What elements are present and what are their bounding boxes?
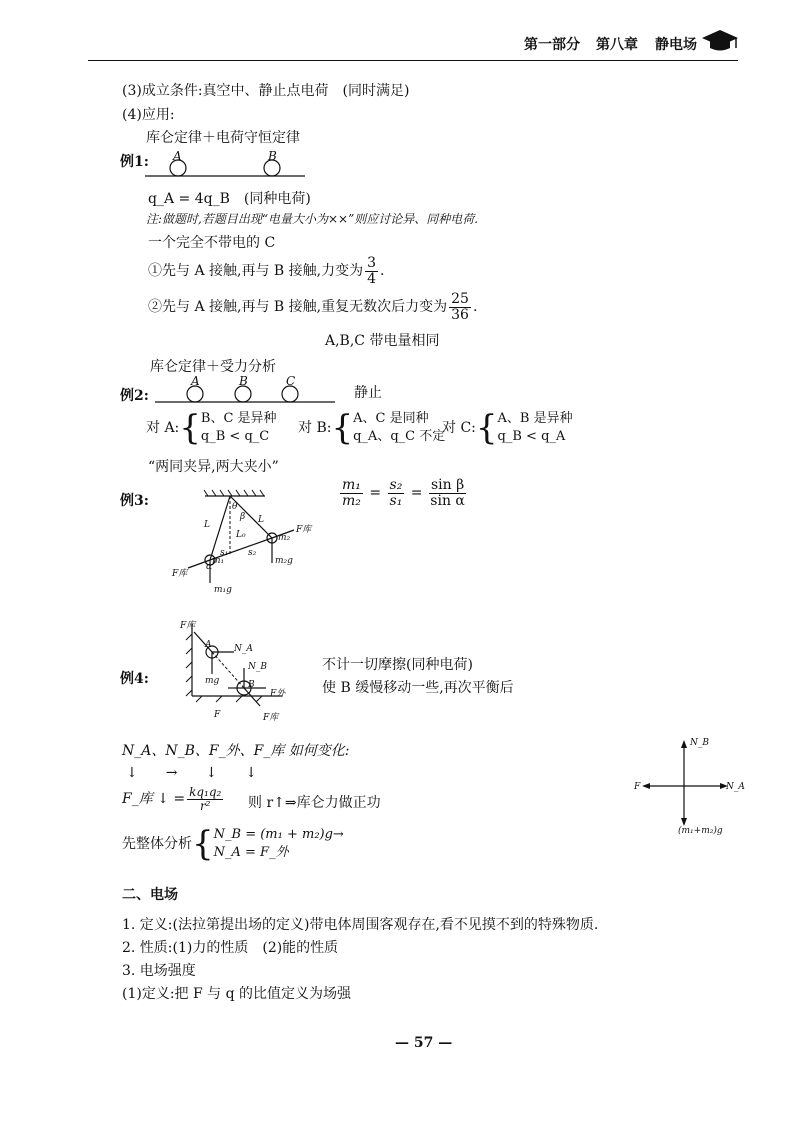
- whole-analysis: 先整体分析{N_B = (m₁ + m₂)g→ N_A = F_外: [122, 824, 344, 864]
- ex3-m1: m₁: [212, 556, 225, 566]
- example-1-neutral-c: 一个完全不带电的 C: [148, 235, 276, 251]
- coulomb-formula: [122, 786, 225, 812]
- ex3-L-left: L: [204, 520, 210, 530]
- example-1-charge-relation: q_A = 4q_B (同种电荷): [148, 191, 311, 207]
- force-axes-figure: [640, 740, 740, 840]
- for-c-line-1: A、B 是异种: [497, 411, 573, 426]
- example-2-static: 静止: [354, 385, 382, 401]
- example-1-case-1-den: 4: [367, 270, 377, 287]
- for-b-label: 对 B:: [298, 420, 332, 436]
- field-strength-line: 3. 电场强度: [122, 963, 196, 979]
- ex3-s1: s₁: [220, 548, 229, 558]
- whole-line-2: N_A = F_外: [213, 845, 289, 860]
- ex4-fku-b: F库: [263, 713, 279, 723]
- for-a-line-1: B、C 是异种: [200, 411, 277, 426]
- ex4-nb: N_B: [248, 662, 267, 672]
- ex4-mg: mg: [205, 676, 220, 686]
- ex4-f: F: [214, 710, 221, 720]
- application-line: (4)应用:: [122, 107, 175, 123]
- formula-m1: m₁: [342, 477, 361, 493]
- page-number: — 57 —: [395, 1035, 453, 1051]
- change-arrows: ↓ → ↓ ↓: [126, 765, 257, 781]
- example-1-figure: [140, 150, 310, 182]
- example-1-label: 例1:: [120, 154, 149, 170]
- example-1-ball-a: A: [173, 149, 182, 163]
- header-rule: [88, 60, 738, 61]
- fku-den: r²: [199, 798, 211, 813]
- axes-nb: N_B: [690, 738, 709, 748]
- method-coulomb-force: 库仑定律＋受力分析: [150, 359, 276, 375]
- formula-sin-alpha: sin α: [430, 492, 465, 509]
- for-a-label: 对 A:: [146, 420, 180, 436]
- formula-eq-1: =: [369, 485, 382, 502]
- ex3-L-right: L: [258, 515, 264, 525]
- field-definition-line: (1)定义:把 F 与 q 的比值定义为场强: [122, 986, 352, 1002]
- ex3-fku-left: F库: [172, 569, 188, 579]
- example-4-text-2: 使 B 缓慢移动一些,再次平衡后: [322, 680, 514, 696]
- property-line: 2. 性质:(1)力的性质 (2)能的性质: [122, 940, 339, 956]
- example-1-same-charge: A,B,C 带电量相同: [325, 333, 440, 349]
- formula-s1: s₁: [389, 492, 403, 509]
- example-1-case-2-text: ②先与 A 接触,再与 B 接触,重复无数次后力变为: [148, 299, 448, 316]
- example-2-for-b: 对 B:{A、C 是同种 q_A、q_C 不定: [298, 408, 446, 448]
- for-c-label: 对 C:: [442, 420, 476, 436]
- formula-s2: s₂: [389, 477, 403, 493]
- change-question: N_A、N_B、F_外、F_库 如何变化:: [122, 743, 350, 759]
- ex3-beta: β: [240, 512, 246, 522]
- fku-label: F_库 ↓ =: [122, 791, 186, 808]
- ex3-L0: L₀: [236, 530, 246, 540]
- example-1-case-1-num: 3: [367, 255, 377, 271]
- ex3-m2: m₂: [278, 533, 291, 543]
- formula-m2: m₂: [342, 492, 361, 509]
- example-2-ball-c: C: [286, 374, 296, 388]
- whole-line-1: N_B = (m₁ + m₂)g→: [213, 827, 344, 842]
- example-4-text-1: 不计一切摩擦(同种电荷): [322, 657, 473, 673]
- example-2-for-a: 对 A:{B、C 是异种 q_B < q_C: [146, 408, 277, 448]
- graduation-cap-icon: [700, 26, 740, 52]
- method-coulomb-conservation: 库仑定律＋电荷守恒定律: [146, 130, 300, 146]
- example-2-label: 例2:: [120, 388, 149, 404]
- example-1-case-1-text: ①先与 A 接触,再与 B 接触,力变为: [148, 263, 364, 280]
- ex4-b: B: [248, 680, 255, 690]
- ex3-fku-right: F库: [296, 525, 312, 535]
- example-1-case-2-num: 25: [451, 291, 469, 307]
- example-2-ball-a: A: [191, 374, 200, 388]
- for-b-line-1: A、C 是同种: [353, 411, 429, 426]
- formula-sin-beta: sin β: [430, 477, 465, 493]
- section-electric-field: 二、电场: [122, 887, 178, 903]
- ex3-m1g: m₁g: [214, 585, 232, 595]
- ex4-na: N_A: [234, 644, 253, 654]
- example-2-rule: “两同夹异,两大夹小”: [148, 459, 279, 475]
- ex3-alpha: α: [206, 562, 213, 572]
- definition-line: 1. 定义:(法拉第提出场的定义)带电体周围客观存在,看不见摸不到的特殊物质.: [122, 917, 599, 933]
- header-chapter: 第八章: [596, 37, 638, 53]
- example-1-case-2: ②先与 A 接触,再与 B 接触,重复无数次后力变为 $\frac{25}{36}$ .: [148, 291, 478, 323]
- axes-na: N_A: [726, 782, 745, 792]
- example-1-note: 注:做题时,若题目出现“电量大小为××”则应讨论异、同种电荷.: [146, 212, 479, 226]
- example-2-ball-b: B: [239, 374, 248, 388]
- coulomb-work: 则 r↑⇒库仑力做正功: [248, 795, 381, 811]
- for-c-line-2: q_B < q_A: [497, 429, 566, 444]
- example-4-label: 例4:: [120, 671, 149, 687]
- whole-label: 先整体分析: [122, 836, 192, 852]
- example-1-ball-b: B: [268, 149, 277, 163]
- axes-f: F: [634, 782, 641, 792]
- formula-eq-2: =: [410, 485, 423, 502]
- for-a-line-2: q_B < q_C: [200, 429, 270, 444]
- example-1-case-1: ①先与 A 接触,再与 B 接触,力变为 $\frac{3}{4}$ .: [148, 255, 385, 287]
- header-part: 第一部分: [524, 37, 580, 53]
- condition-line: (3)成立条件:真空中、静止点电荷 (同时满足): [122, 83, 410, 99]
- header-title: 静电场: [655, 37, 697, 53]
- ex4-fku-a: F库: [180, 621, 196, 631]
- axes-g: (m₁+m₂)g: [678, 826, 723, 836]
- example-3-label: 例3:: [120, 493, 149, 509]
- ex4-fwai: F外: [270, 689, 286, 699]
- example-1-case-2-den: 36: [451, 306, 469, 323]
- ex4-a: A: [205, 640, 212, 650]
- ex3-s2: s₂: [248, 548, 257, 558]
- example-3-formula: [338, 478, 468, 508]
- ex3-theta: θ: [232, 502, 238, 512]
- for-b-line-2: q_A、q_C 不定: [353, 429, 446, 444]
- example-2-for-c: 对 C:{A、B 是异种 q_B < q_A: [442, 408, 573, 448]
- ex3-m2g: m₂g: [275, 556, 293, 566]
- fku-num: kq₁q₂: [189, 785, 222, 799]
